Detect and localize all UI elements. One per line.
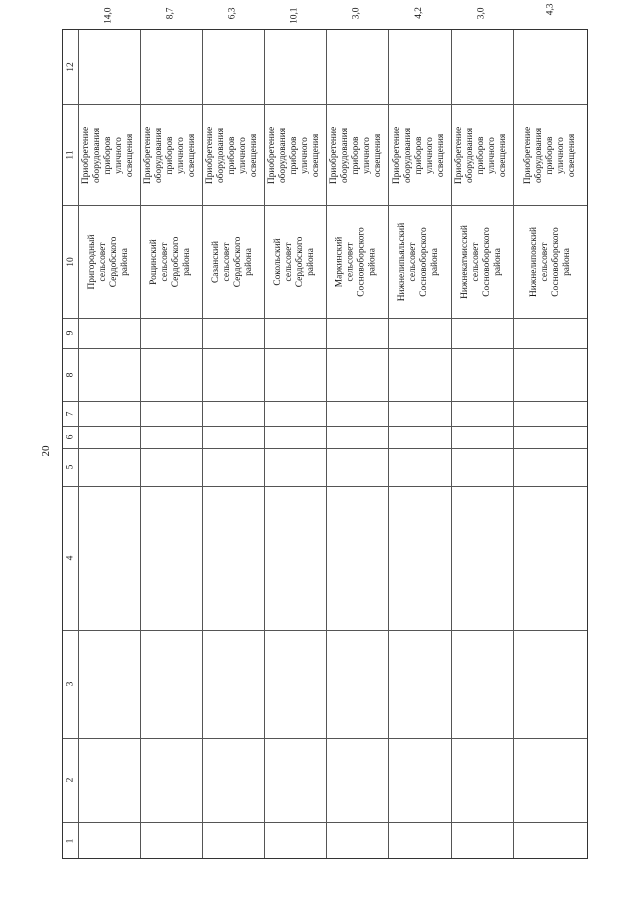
purpose-cell-text: Приобретение оборудования приборов уличного освещения: [454, 126, 509, 184]
recipient-cell-text: Маркинский сельсовет Сосновоборского района: [335, 227, 378, 297]
column-separator: [63, 318, 587, 319]
recipient-cell: [327, 207, 387, 317]
col-number-11: 11: [65, 149, 76, 160]
recipient-cell-text: Сазанский сельсовет Сердобского района: [211, 236, 254, 288]
col-number-9: 9: [65, 330, 76, 336]
amount-cell-text: 8,7: [165, 7, 176, 20]
amount-cell: [79, 7, 139, 104]
amount-cell: [265, 7, 325, 104]
amount-cell-text: 4,2: [414, 7, 424, 19]
col-number-3: 3: [65, 681, 76, 687]
amount-cell: [514, 3, 587, 104]
rotated-table: [62, 3, 588, 859]
purpose-cell: [141, 106, 201, 204]
amount-cell: [327, 7, 387, 104]
purpose-cell: [327, 106, 387, 204]
amount-cell-text: 10,1: [289, 7, 300, 24]
amount-cell: [389, 7, 450, 104]
column-separator: [63, 822, 587, 823]
amount-cell-text: 3,0: [351, 7, 362, 20]
purpose-cell: [265, 106, 325, 204]
recipient-cell-text: Нижнекатмисский сельсовет Сосновоборского района: [460, 225, 504, 299]
recipient-cell: [389, 207, 450, 317]
amount-cell: [452, 7, 512, 104]
amount-cell-text: 14,0: [103, 7, 114, 24]
recipient-cell: [141, 207, 201, 317]
recipient-cell: [265, 207, 325, 317]
purpose-cell: [389, 106, 450, 204]
recipient-cell-text: Рощинский сельсовет Сердобского района: [149, 236, 192, 288]
column-separator: [63, 401, 587, 402]
col-number-10: 10: [65, 256, 76, 267]
purpose-cell-text: Приобретение оборудования приборов уличного освещения: [391, 126, 446, 184]
recipient-cell-text: Пригородный сельсовет Сердобского района: [87, 234, 130, 290]
recipient-cell: [452, 207, 512, 317]
amount-cell: [203, 7, 263, 104]
column-separator: [63, 630, 587, 631]
col-number-5: 5: [65, 464, 76, 470]
page-number: 20: [40, 445, 52, 457]
col-number-6: 6: [65, 434, 76, 440]
purpose-cell-text: Приобретение оборудования приборов уличного освещения: [329, 126, 384, 184]
col-number-12: 12: [65, 62, 76, 72]
recipient-cell: [203, 207, 263, 317]
column-separator: [63, 104, 587, 105]
purpose-cell: [79, 106, 139, 204]
purpose-cell-text: Приобретение оборудования приборов уличного освещения: [81, 126, 136, 184]
col-number-8: 8: [65, 372, 76, 377]
col-number-1: 1: [65, 838, 76, 843]
purpose-cell-text: Приобретение оборудования приборов уличного освещения: [205, 126, 260, 184]
column-separator: [63, 348, 587, 349]
column-separator: [63, 426, 587, 427]
column-separator: [63, 205, 587, 206]
recipient-cell-text: Нижнелиповский сельсовет Сосновоборского района: [528, 227, 572, 297]
amount-cell-text: 3,0: [476, 7, 487, 20]
col-number-2: 2: [65, 777, 76, 783]
column-separator: [63, 738, 587, 739]
recipient-cell: [79, 207, 139, 317]
purpose-cell-text: Приобретение оборудования приборов уличного освещения: [143, 126, 198, 184]
purpose-cell: [514, 106, 587, 204]
purpose-cell: [452, 106, 512, 204]
recipient-cell: [514, 207, 587, 317]
purpose-cell-text: Приобретение оборудования приборов уличного освещения: [267, 126, 322, 184]
col-number-7: 7: [65, 411, 76, 416]
col-number-4: 4: [65, 555, 76, 561]
recipient-cell-text: Сокольский сельсовет Сердобского района: [273, 236, 316, 288]
amount-cell: [141, 7, 201, 104]
recipient-cell-text: Нижнелипьяльский сельсовет Сосновоборского района: [397, 222, 441, 302]
purpose-cell: [203, 106, 263, 204]
amount-cell-text: 4,3: [545, 3, 555, 16]
purpose-cell-text: Приобретение оборудования приборов уличного освещения: [522, 126, 577, 184]
amount-cell-text: 6,3: [227, 7, 238, 20]
column-separator: [63, 486, 587, 487]
column-separator: [63, 448, 587, 449]
